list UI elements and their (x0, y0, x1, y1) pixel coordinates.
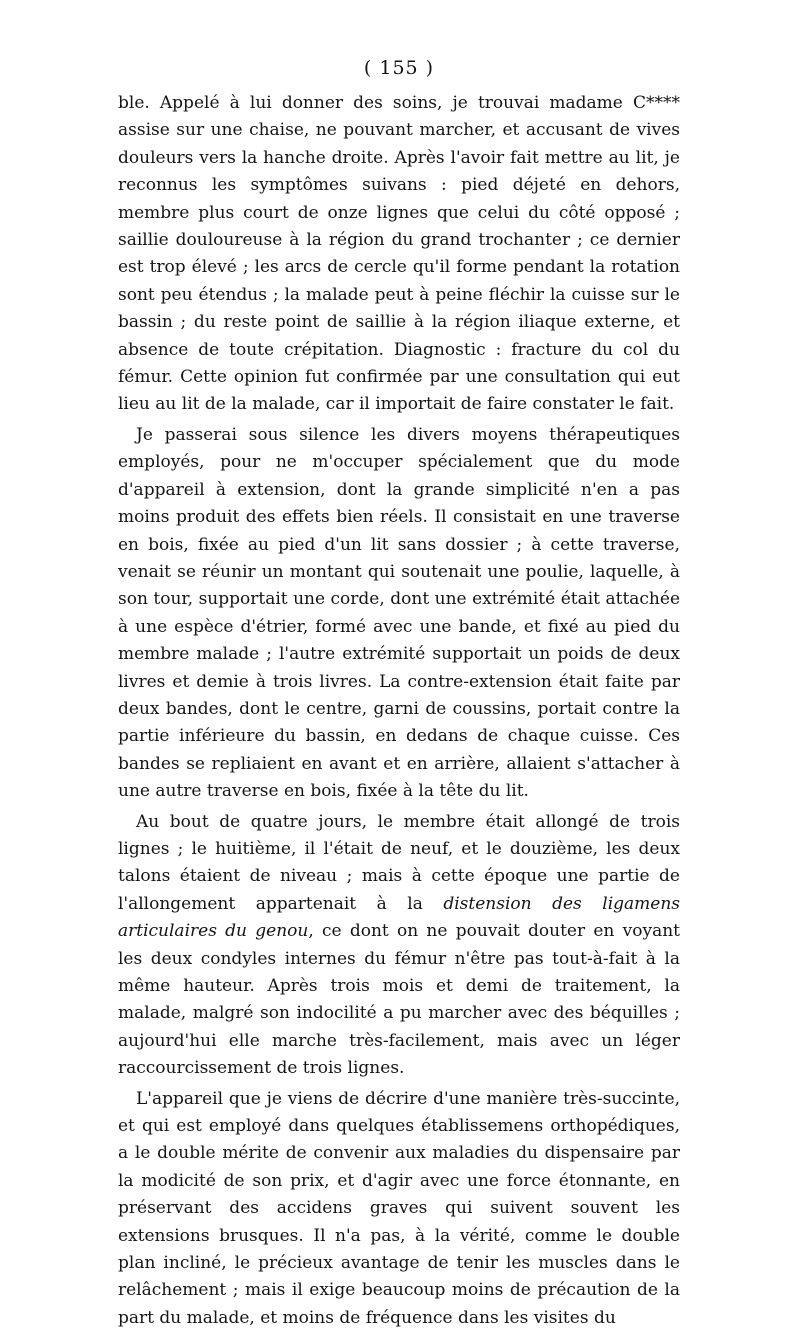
page-number: ( 155 ) (363, 57, 435, 79)
paragraph-2: Je passerai sous silence les divers moyens thérapeutiques employés, pour ne m'occuper spécialement que du mode d'appareil à extension, dont la grande simplicité n'en a pas moins produit des effets bien réels. Il consistait en une traverse en bois, fixée au pied d'un lit sans dossier ; à cette traverse, venait se réunir un montant qui soutenait une poulie, laquelle, à son tour, supportait une corde, dont une extrémité était attachée à une espèce d'étrier, formé avec une bande, et fixé au pied du membre malade ; l'autre extrémité supportait un poids de deux livres et demie à trois livres. La contre-extension était faite par deux bandes, dont le centre, garni de coussins, portait contre la partie inférieure du bassin, en dedans de chaque cuisse. Ces bandes se repliaient en avant et en arrière, allaient s'attacher à une autre traverse en bois, fixée à la tête du lit. (118, 424, 680, 802)
paragraph-3-text-a: Au bout de quatre jours, le membre était allongé de trois lignes ; le huitième, il l'était de neuf, et le douzième, les deux talons étaient de niveau ; mais à cette époque une partie de l'allongement appartenait à la (118, 811, 680, 914)
paragraph-4: L'appareil que je viens de décrire d'une manière très-succinte, et qui est employé dans quelques établissemens orthopédiques, a le double mérite de convenir aux maladies du dispensaire par la modicité de son prix, et d'agir avec une force étonnante, en préservant des accidens graves qui suivent souvent les extensions brusques. Il n'a pas, à la vérité, comme le double plan incliné, le précieux avantage de tenir les muscles dans le relâchement ; mais il exige beaucoup moins de précaution de la part du malade, et moins de fréquence dans les visites du (118, 1088, 680, 1328)
book-page (118, 56, 680, 1332)
paragraph-3-text-b: , ce dont on ne pouvait douter en voyant les deux condyles internes du fémur n'être pas tout-à-fait à la même hauteur. Après trois mois et demi de traitement, la malade, malgré son indocilité a pu marcher avec des béquilles ; aujourd'hui elle marche très-facilement, mais avec un léger raccourcissement de trois lignes. (118, 921, 680, 1079)
paragraph-3 (118, 809, 680, 1083)
paragraph-1: ble. Appelé à lui donner des soins, je trouvai madame C**** assise sur une chaise, ne pouvant marcher, et accusant de vives douleurs vers la hanche droite. Après l'avoir fait mettre au lit, je reconnus les symptômes suivans : pied déjeté en dehors, membre plus court de onze lignes que celui du côté opposé ; saillie douloureuse à la région du grand trochanter ; ce dernier est trop élevé ; les arcs de cercle qu'il forme pendant la rotation sont peu étendus ; la malade peut à peine fléchir la cuisse sur le bassin ; du reste point de saillie à la région iliaque externe, et absence de toute crépitation. Diagnostic : fracture du col du fémur. Cette opinion fut confirmée par une consultation qui eut lieu au lit de la malade, car il importait de faire constater le fait. (118, 93, 680, 415)
paragraph-3-italic-phrase: distension des ligamens articulaires du genou (118, 893, 680, 942)
